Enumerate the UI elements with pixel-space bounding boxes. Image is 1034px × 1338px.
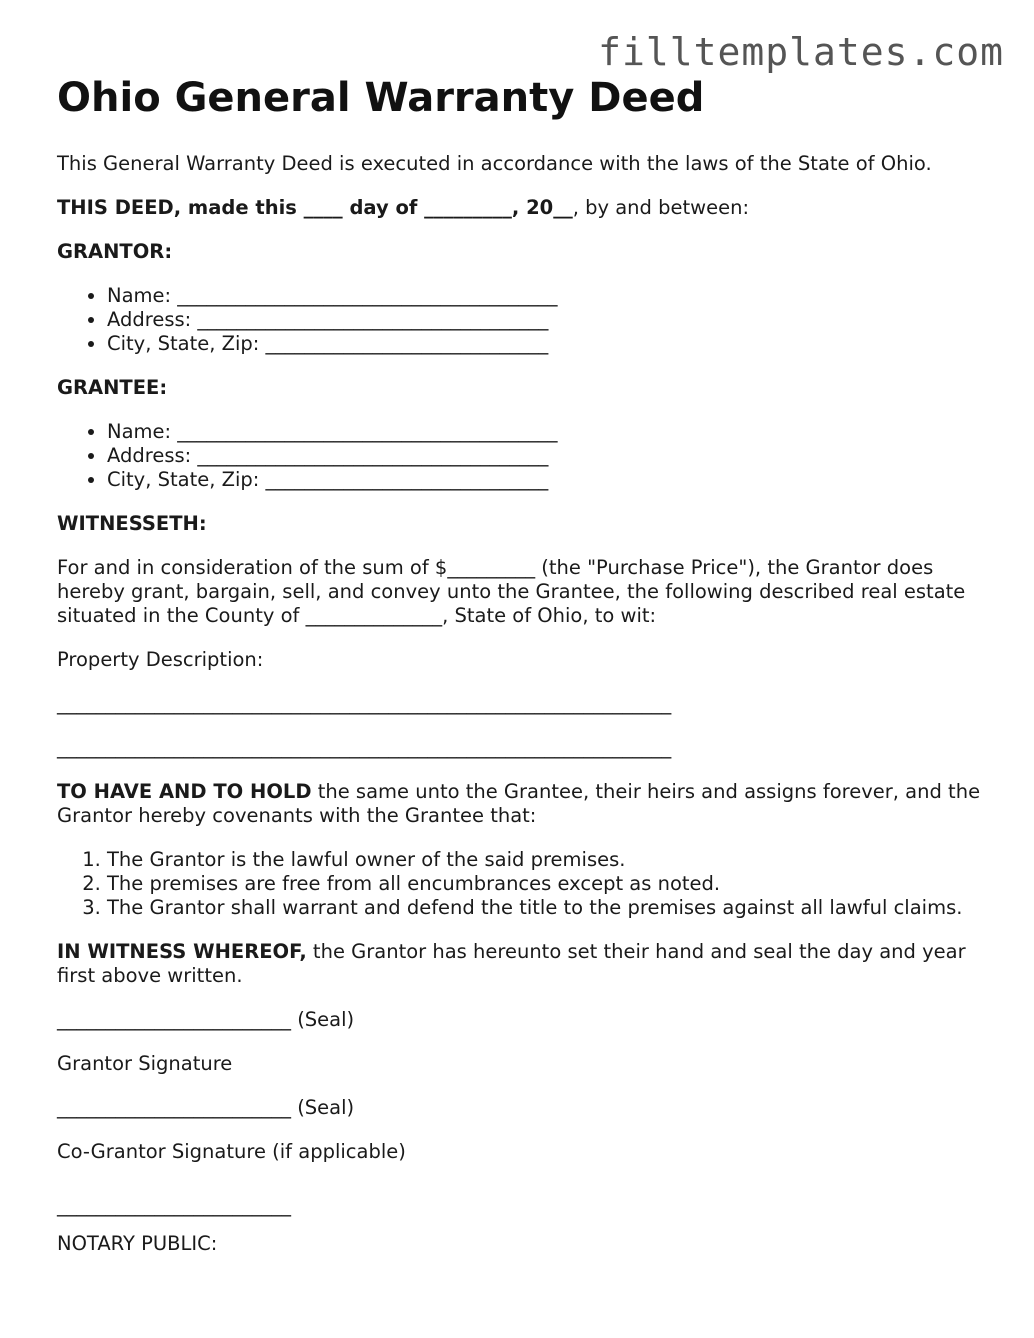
grantor-name-field: • Name: _______________________________________ [107, 284, 997, 308]
habendum-bold: TO HAVE AND TO HOLD [57, 780, 312, 803]
witness-bold: IN WITNESS WHEREOF, [57, 940, 307, 963]
witness-paragraph [57, 940, 997, 988]
deed-date-line [57, 196, 997, 220]
watermark: filltemplates.com [598, 30, 1004, 74]
grantee-heading: GRANTEE: [57, 376, 168, 399]
deed-date-rest: , by and between: [572, 196, 750, 219]
grantee-city-field: • City, State, Zip: _____________________________ [107, 468, 997, 492]
covenant-item-3: 3. The Grantor shall warrant and defend the title to the premises against all lawful claims. [107, 896, 997, 920]
grantor-fields [57, 284, 997, 356]
covenant-item-1: 1. The Grantor is the lawful owner of the said premises. [107, 848, 997, 872]
grantor-signature-line: ________________________ (Seal) [57, 1008, 355, 1031]
property-description-line-1: _______________________________________________________________ [57, 692, 672, 715]
notary-label: NOTARY PUBLIC: [57, 1232, 218, 1255]
cograntor-signature-label: Co-Grantor Signature (if applicable) [57, 1140, 406, 1163]
habendum-rest: the same unto the Grantee, their heirs and assigns forever, and the Grantor hereby covenants with the Grantee that: [57, 780, 981, 827]
grantor-address-field: • Address: ____________________________________ [107, 308, 997, 332]
intro-paragraph: This General Warranty Deed is executed in accordance with the laws of the State of Ohio. [57, 152, 932, 175]
grantee-fields [57, 420, 997, 492]
witnesseth-heading: WITNESSETH: [57, 512, 207, 535]
property-description-line-2: _______________________________________________________________ [57, 736, 672, 759]
grantor-heading: GRANTOR: [57, 240, 173, 263]
property-description-label: Property Description: [57, 648, 264, 671]
grantor-city-field: • City, State, Zip: _____________________________ [107, 332, 997, 356]
habendum-paragraph [57, 780, 997, 828]
cograntor-signature-line: ________________________ (Seal) [57, 1096, 355, 1119]
covenant-item-2: 2. The premises are free from all encumbrances except as noted. [107, 872, 997, 896]
document-title: Ohio General Warranty Deed [57, 75, 705, 121]
witnesseth-body: For and in consideration of the sum of $_________ (the "Purchase Price"), the Grantor does hereby grant, bargain, sell, and convey unto the Grantee, the following described real estate situated in the County of ______________, State of Ohio, to wit: [57, 556, 966, 627]
deed-date-bold: THIS DEED, made this ____ day of _________, 20__ [57, 196, 573, 219]
grantee-name-field: • Name: _______________________________________ [107, 420, 997, 444]
document-page [57, 72, 997, 1276]
grantee-address-field: • Address: ____________________________________ [107, 444, 997, 468]
grantor-signature-label: Grantor Signature [57, 1052, 233, 1075]
witness-rest: the Grantor has hereunto set their hand and seal the day and year first above written. [57, 940, 966, 987]
notary-signature-line: ________________________ [57, 1194, 291, 1217]
covenants-list [57, 848, 997, 920]
